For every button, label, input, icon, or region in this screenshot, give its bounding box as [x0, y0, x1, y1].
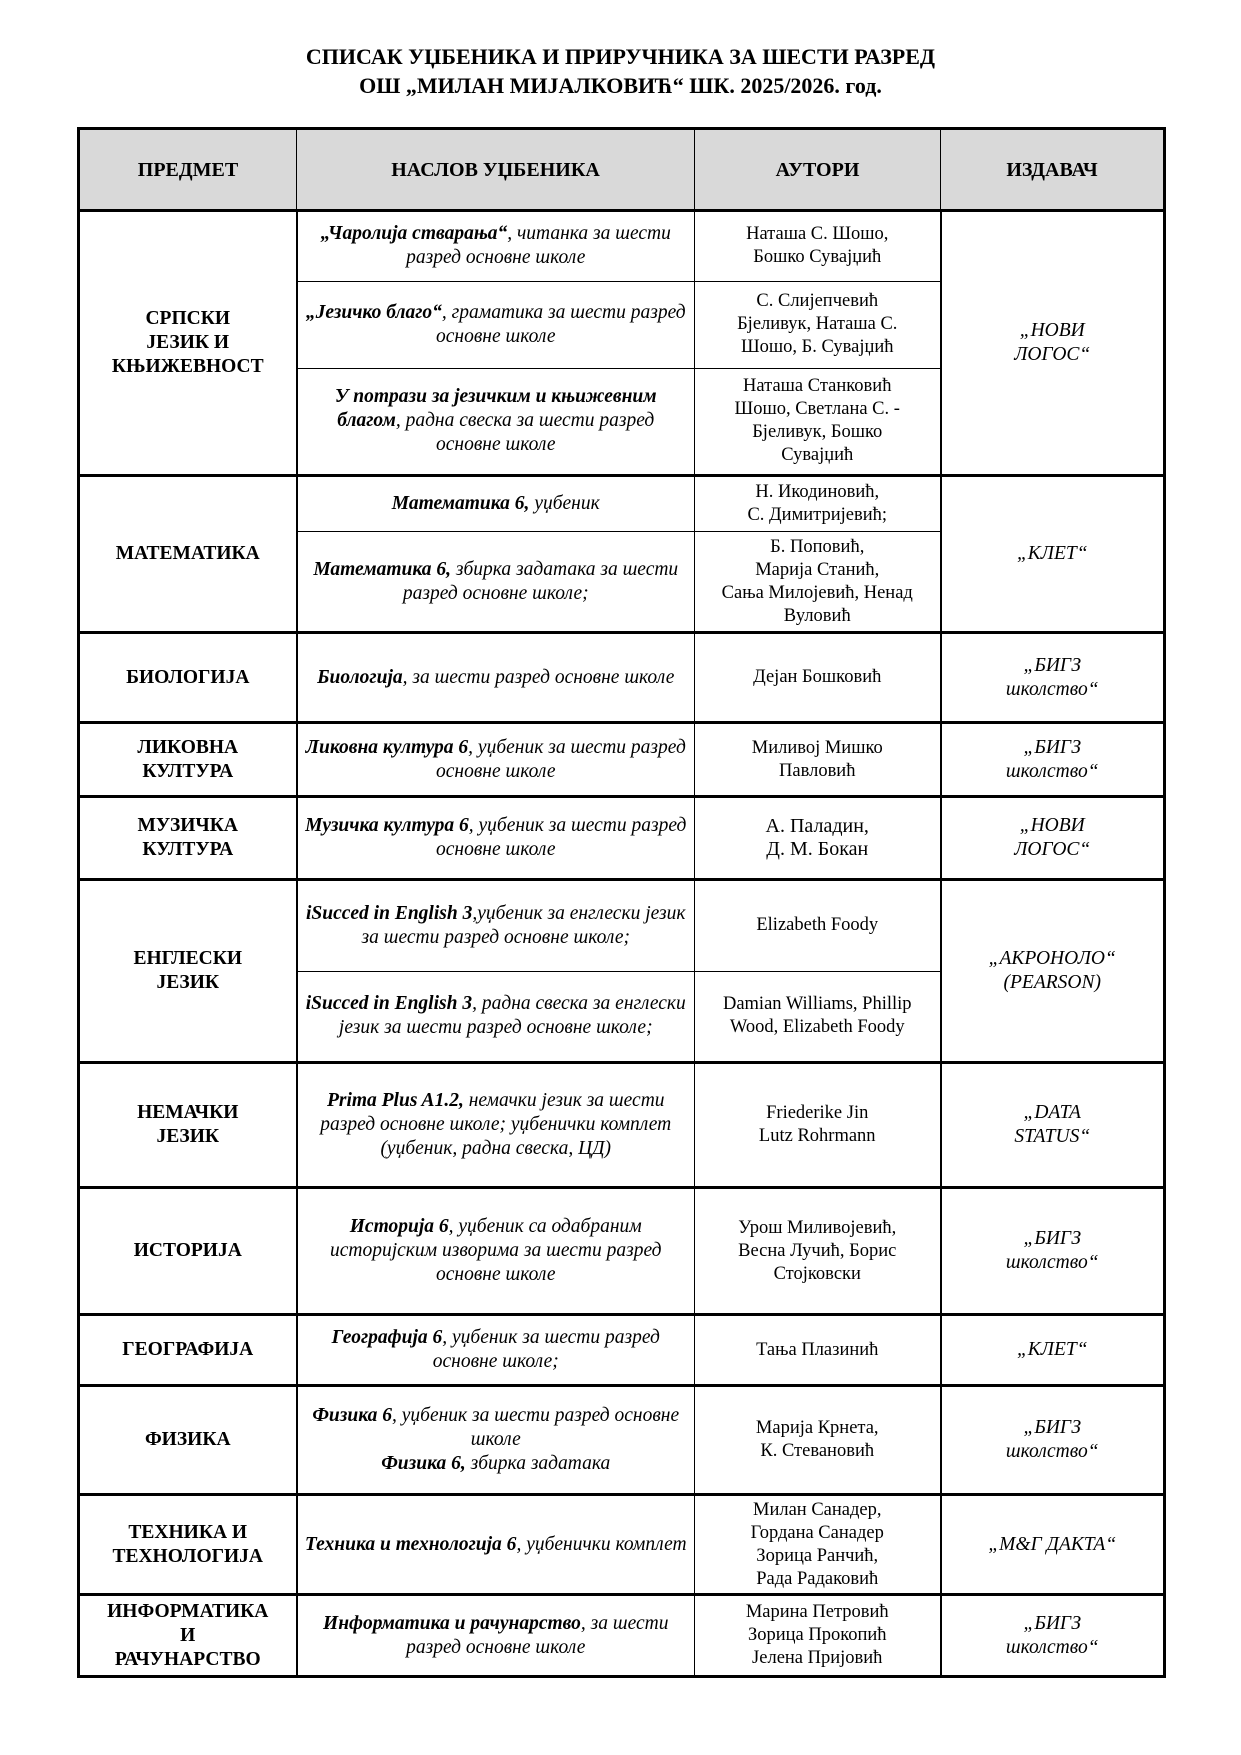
- header-subject: ПРЕДМЕТ: [79, 129, 297, 211]
- table-row: [79, 475, 1165, 532]
- book-cell: Математика 6, збирка задатака за шести разред основне школе;: [297, 532, 695, 633]
- textbook-table: [77, 127, 1166, 1678]
- table-row: [79, 1495, 1165, 1595]
- subject-cell: ЛИКОВНА КУЛТУРА: [79, 723, 297, 797]
- table-row: [79, 723, 1165, 797]
- publisher-cell: „БИГЗ школство“: [941, 633, 1165, 723]
- authors-cell: Damian Williams, Phillip Wood, Elizabeth Foody: [695, 971, 941, 1062]
- book-cell: Музичка култура 6, уџбеник за шести разред основне школе: [297, 796, 695, 879]
- subject-cell: МУЗИЧКА КУЛТУРА: [79, 796, 297, 879]
- publisher-cell: „DATA STATUS“: [941, 1062, 1165, 1187]
- authors-cell: А. Паладин, Д. М. Бокан: [695, 796, 941, 879]
- book-cell: Математика 6, уџбеник: [297, 475, 695, 532]
- subject-cell: БИОЛОГИЈА: [79, 633, 297, 723]
- book-cell: „Чаролија стварања“, читанка за шести разред основне школе: [297, 211, 695, 282]
- authors-cell: Н. Икодиновић, С. Димитријевић;: [695, 475, 941, 532]
- table-row: [79, 1062, 1165, 1187]
- subject-cell: СРПСКИ ЈЕЗИК И КЊИЖЕВНОСТ: [79, 211, 297, 476]
- authors-cell: Дејан Бошковић: [695, 633, 941, 723]
- book-cell: Информатика и рачунарство, за шести разред основне школе: [297, 1595, 695, 1677]
- subject-cell: ИНФОРМАТИКА И РАЧУНАРСТВО: [79, 1595, 297, 1677]
- table-row: [79, 796, 1165, 879]
- authors-cell: Марина Петровић Зорица Прокопић Јелена Пријовић: [695, 1595, 941, 1677]
- authors-cell: Elizabeth Foody: [695, 879, 941, 971]
- subject-cell: МАТЕМАТИКА: [79, 475, 297, 633]
- table-row: [79, 211, 1165, 282]
- header-publisher: ИЗДАВАЧ: [941, 129, 1165, 211]
- authors-cell: Б. Поповић, Марија Станић, Сања Милојевић, Ненад Вуловић: [695, 532, 941, 633]
- subject-cell: ФИЗИКА: [79, 1385, 297, 1494]
- book-cell: Prima Plus A1.2, немачки језик за шести разред основне школе; уџбенички комплет (уџбеник, радна свеска, ЦД): [297, 1062, 695, 1187]
- subject-cell: НЕМАЧКИ ЈЕЗИК: [79, 1062, 297, 1187]
- authors-cell: Марија Крнета, К. Стевановић: [695, 1385, 941, 1494]
- authors-cell: Миливој Мишко Павловић: [695, 723, 941, 797]
- title-line-2: ОШ „МИЛАН МИЈАЛКОВИЋ“ ШК. 2025/2026. год.: [359, 73, 882, 98]
- publisher-cell: „БИГЗ школство“: [941, 1187, 1165, 1314]
- publisher-cell: „КЛЕТ“: [941, 1315, 1165, 1386]
- book-cell: Техника и технологија 6, уџбенички комплет: [297, 1495, 695, 1595]
- book-cell: iSucced in English 3, радна свеска за енглески језик за шести разред основне школе;: [297, 971, 695, 1062]
- subject-cell: ЕНГЛЕСКИ ЈЕЗИК: [79, 879, 297, 1062]
- authors-cell: Наташа Станковић Шошо, Светлана С. - Бјеливук, Бошко Сувајџић: [695, 368, 941, 475]
- publisher-cell: „НОВИ ЛОГОС“: [941, 796, 1165, 879]
- subject-cell: ГЕОГРАФИЈА: [79, 1315, 297, 1386]
- book-cell: Ликовна култура 6, уџбеник за шести разред основне школе: [297, 723, 695, 797]
- authors-cell: Наташа С. Шошо, Бошко Сувајџић: [695, 211, 941, 282]
- authors-cell: С. Слијепчевић Бјеливук, Наташа С. Шошо, Б. Сувајџић: [695, 281, 941, 368]
- table-row: [79, 1595, 1165, 1677]
- subject-cell: ИСТОРИЈА: [79, 1187, 297, 1314]
- publisher-cell: „БИГЗ школство“: [941, 1385, 1165, 1494]
- header-authors: АУТОРИ: [695, 129, 941, 211]
- publisher-cell: „НОВИ ЛОГОС“: [941, 211, 1165, 476]
- title-line-1: СПИСАК УЏБЕНИКА И ПРИРУЧНИКА ЗА ШЕСТИ РАЗРЕД: [305, 44, 936, 69]
- book-cell: Историја 6, уџбеник са одабраним историјским изворима за шести разред основне школе: [297, 1187, 695, 1314]
- book-cell: Биологија, за шести разред основне школе: [297, 633, 695, 723]
- authors-cell: Тања Плазинић: [695, 1315, 941, 1386]
- authors-cell: Friederike Jin Lutz Rohrmann: [695, 1062, 941, 1187]
- publisher-cell: „М&Г ДАКТА“: [941, 1495, 1165, 1595]
- document-title: [0, 42, 1241, 100]
- subject-cell: ТЕХНИКА И ТЕХНОЛОГИЈА: [79, 1495, 297, 1595]
- book-cell: Географија 6, уџбеник за шести разред основне школе;: [297, 1315, 695, 1386]
- authors-cell: Милан Санадер, Гордана Санадер Зорица Ранчић, Рада Радаковић: [695, 1495, 941, 1595]
- book-cell: Физика 6, уџбеник за шести разред основне школе Физика 6, збирка задатака: [297, 1385, 695, 1494]
- book-cell: iSucced in English 3,уџбеник за енглески језик за шести разред основне школе;: [297, 879, 695, 971]
- table-row: [79, 1315, 1165, 1386]
- table-row: [79, 633, 1165, 723]
- authors-cell: Урош Миливојевић, Весна Лучић, Борис Стојковски: [695, 1187, 941, 1314]
- table-row: [79, 879, 1165, 971]
- table-header-row: [79, 129, 1165, 211]
- publisher-cell: „БИГЗ школство“: [941, 723, 1165, 797]
- publisher-cell: „АКРОНОЛО“ (PEARSON): [941, 879, 1165, 1062]
- publisher-cell: „КЛЕТ“: [941, 475, 1165, 633]
- header-book: НАСЛОВ УЏБЕНИКА: [297, 129, 695, 211]
- publisher-cell: „БИГЗ школство“: [941, 1595, 1165, 1677]
- table-row: [79, 1187, 1165, 1314]
- book-cell: У потрази за језичким и књижевним благом, радна свеска за шести разред основне школе: [297, 368, 695, 475]
- table-row: [79, 1385, 1165, 1494]
- book-cell: „Језичко благо“, граматика за шести разред основне школе: [297, 281, 695, 368]
